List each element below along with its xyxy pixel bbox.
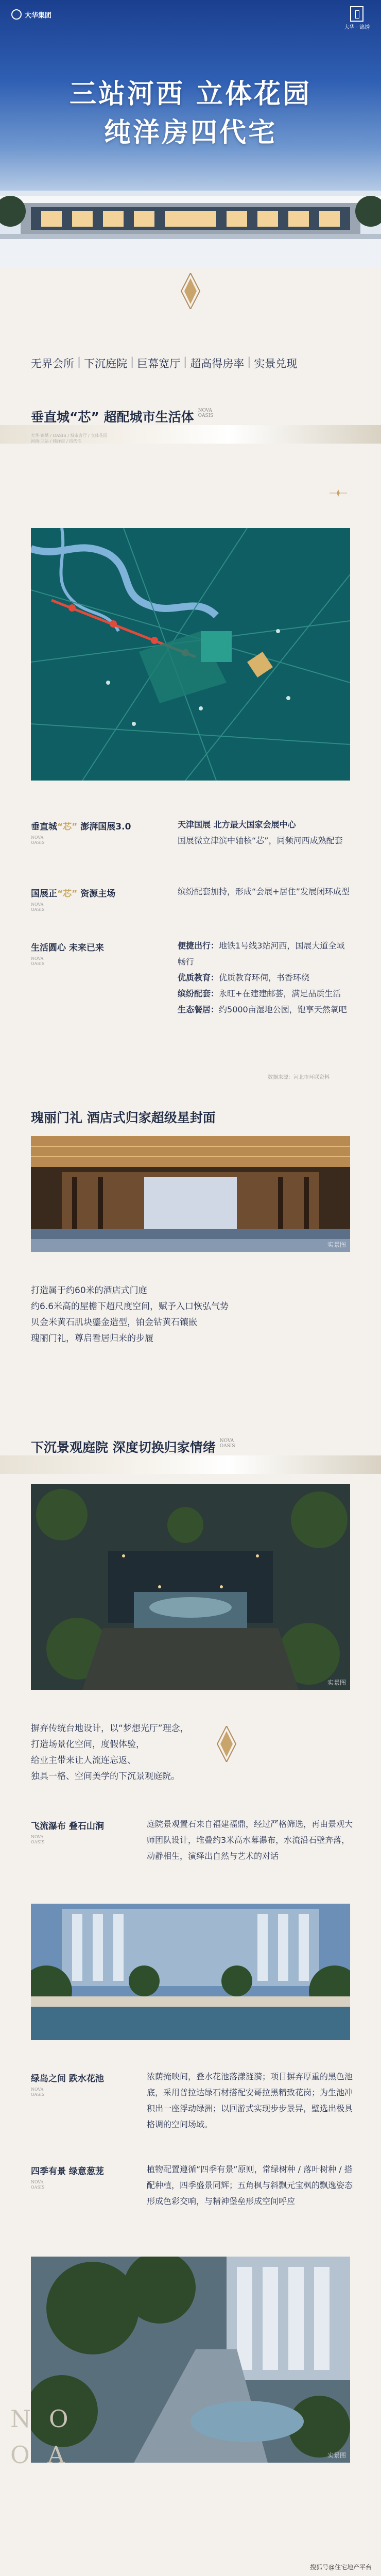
row-label: 飞流瀑布 叠石山涧 (31, 1821, 104, 1832)
nova-mark: NOVA OASIS (198, 408, 214, 418)
decor-big-letters (10, 2401, 74, 2473)
garden-row-2-desc: 浓荫掩映间，叠水花池落漾涟漪；项目摒弃厚重的黑色池底，采用普拉达绿石材搭配安哥拉黑精致花岗；为生池冲积出一座浮动绿洲；以回游式实现步步景异，壁选出极具格调的空间场域。 (147, 2072, 353, 2129)
row-desc: 国展微立津滨中轴核“芯”，同频河西成熟配套 (178, 836, 343, 845)
brand-name-right: 大华 · 锦绣 (344, 25, 370, 30)
photo-watermark: 实景图 (327, 1679, 346, 1686)
section-fineprint: 大华·锦绣 / OASIS / 城市客厅 / 立体花园 河西·三站 / 纯洋房 / 四代宅 (31, 433, 108, 444)
row-label: 四季有景 绿意葱茏 (31, 2166, 104, 2177)
nova-mark: NOVA OASIS (219, 1438, 235, 1449)
row-label-highlight: “芯” (57, 889, 78, 899)
row-desc-bold: 天津国展 北方最大国家会展中心 (178, 820, 296, 829)
big-letter-line: O A (10, 2441, 70, 2469)
text-line: 瑰丽门礼，尊启看居归来的步履 (31, 1333, 153, 1344)
list-item: 缤纷配套：永旺+在建建邮荟，满足品质生活 (178, 989, 341, 998)
feature-tags: 无界会所 | 下沉庭院 | 巨幕宽厅 | 超高得房率 | 实景兑现 (31, 355, 298, 370)
row-label-pre: 生活圆心 (31, 943, 69, 953)
tag-item: 无界会所 (31, 358, 74, 370)
tag-item: 下沉庭院 (84, 358, 128, 370)
footer-watermark: 搜狐号@住宅地产平台 (309, 2564, 372, 2571)
section-heading-city (31, 407, 213, 426)
hero-title-line1: 三站河西 立体花园 (69, 78, 312, 110)
list-item: 便捷出行：地铁1号线3站河西，国展大道全域畅行 (178, 941, 345, 967)
diamond-ornament-icon (180, 273, 201, 309)
city-row-3-label (31, 940, 104, 967)
text-line: 独具一格、空间美学的下沉景观庭院。 (31, 1771, 180, 1782)
text-line: 约6.6米高的屋檐下超尺度空间，赋予入口恢弘气势 (31, 1301, 229, 1312)
section-title: 瑰丽门礼 酒店式归家超级星封面 (31, 1110, 216, 1125)
hero-title-line2: 纯洋房四代宅 (103, 117, 277, 148)
city-row-2-label (31, 886, 115, 912)
nova-mark: NOVA OASIS (31, 1835, 45, 1844)
section-heading-garden (31, 1437, 235, 1456)
nova-mark: NOVA OASIS (31, 902, 45, 912)
list-item: 优质教育：优质教育环伺，书香环绕 (178, 973, 310, 982)
row-label-highlight: “芯” (57, 822, 78, 832)
garden-row-3-desc: 植物配置遵循“四季有景”原则，常绿树种 / 落叶树种 / 搭配种植，四季盛景同辉；五角枫与斜飘元宝枫的飘逸姿态形成色彩交响，与精神堡垒形成空间呼应 (147, 2164, 353, 2206)
city-row-2-desc: 缤纷配套加持，形成“会展+居住”发展闭环成型 (178, 887, 350, 896)
lobby-photo (31, 1136, 350, 1252)
garden-path-illustration (31, 2257, 350, 2463)
garden-paragraph (31, 1721, 216, 1785)
text-line: 贝金米黄石肌块鎏金造型，铂金钻黄石镶嵌 (31, 1317, 197, 1328)
garden-row-2-label (31, 2071, 104, 2097)
tag-item: 超高得房率 (190, 358, 245, 370)
project-logo-icon (350, 6, 363, 22)
section-title: 下沉景观庭院 深度切换归家情绪 (31, 1440, 216, 1455)
brand-mark-icon (11, 9, 22, 20)
brand-logo-right (344, 6, 370, 30)
row-label-pre: 国展正 (31, 889, 57, 899)
nova-mark: NOVA OASIS (31, 835, 45, 845)
list-item: 生态餐居：约5000亩湿地公园，饱享天然氧吧 (178, 1005, 347, 1014)
courtyard-illustration (31, 1484, 350, 1690)
text-line: 摒弃传统台地设计，以“梦想光厅”理念， (31, 1723, 189, 1734)
garden-row-1-label (31, 1819, 104, 1845)
row-label-post: 未来已来 (68, 943, 104, 953)
hero-banner (0, 0, 381, 268)
text-line: 打造属于约60米的酒店式门庭 (31, 1285, 147, 1296)
row-label-post: 澎湃国展3.0 (77, 822, 131, 832)
garden-row-3-label (31, 2164, 104, 2190)
section-title: 垂直城“芯” 超配城市生活体 (31, 410, 194, 425)
city-row-1-label (31, 819, 131, 845)
brand-logo-left (11, 9, 51, 20)
section-divider-bar (0, 1455, 381, 1474)
location-map (31, 528, 350, 781)
building-illustration (0, 191, 381, 268)
section-heading-lobby (31, 1108, 216, 1126)
lobby-paragraph (31, 1283, 257, 1347)
lobby-illustration (31, 1136, 350, 1252)
brand-name-left: 大华集团 (25, 11, 52, 20)
tag-item: 实景兑现 (254, 358, 298, 370)
nova-mark: NOVA OASIS (31, 956, 45, 966)
diamond-ornament-icon (216, 1726, 237, 1762)
data-source-note: 数据来源：河北市环联资料 (268, 1075, 330, 1080)
big-letter-line: N O (10, 2405, 74, 2433)
photo-watermark: 实景图 (327, 1241, 346, 1248)
sparkle-icon (330, 489, 347, 497)
tag-item: 巨幕宽厅 (137, 358, 181, 370)
courtyard-aerial-photo (31, 1484, 350, 1690)
text-line: 给业主带来让人流连忘返、 (31, 1755, 136, 1766)
nova-mark: NOVA OASIS (31, 2087, 45, 2097)
city-row-1-desc (178, 817, 353, 849)
row-label: 绿岛之间 跌水花池 (31, 2074, 104, 2084)
text-line: 打造场景化空间，度假体验， (31, 1739, 145, 1750)
waterfall-photo (31, 1904, 350, 2040)
photo-watermark: 实景图 (327, 2452, 346, 2459)
garden-path-photo (31, 2257, 350, 2463)
row-label-post: 资源主场 (77, 889, 116, 899)
garden-row-1-desc: 庭院景观置石来自福建福鼎，经过严格筛选，再由景观大师团队设计，堆叠约3米高水幕瀑布，水流沿石壁奔落，动静相生，演绎出自然与艺术的对话 (147, 1819, 353, 1861)
city-row-3-list (178, 938, 353, 1018)
row-label-pre: 垂直城 (31, 822, 57, 832)
nova-mark: NOVA OASIS (31, 2180, 45, 2190)
waterfall-illustration (31, 1904, 350, 2040)
